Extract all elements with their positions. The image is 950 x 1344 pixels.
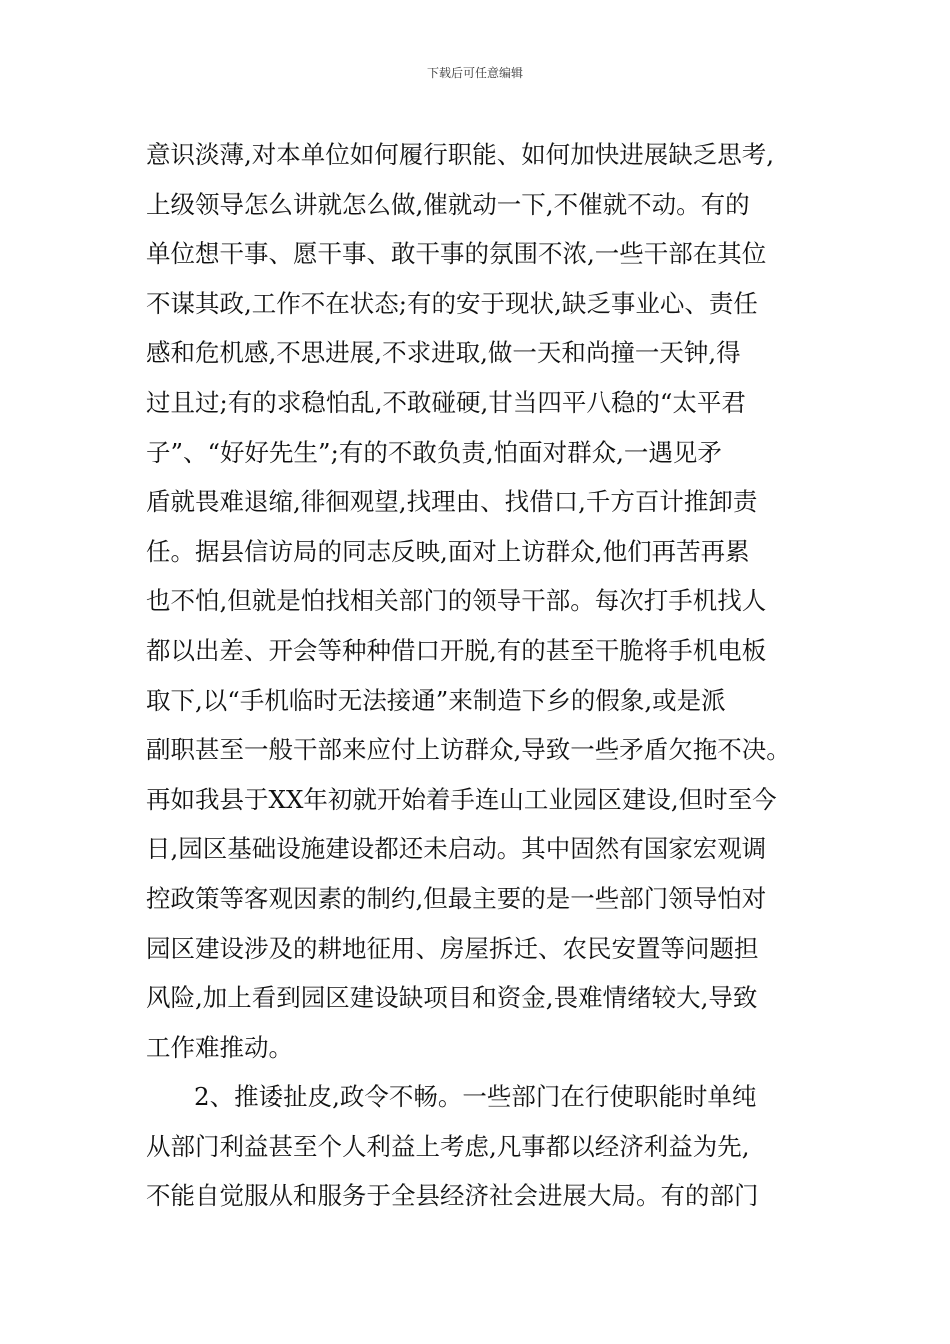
paragraph-start-line: 2、推诿扯皮,政令不畅。一些部门在行使职能时单纯	[194, 1082, 757, 1112]
text-line: 日,园区基础设施建设都还未启动。其中固然有国家宏观调	[146, 834, 767, 864]
text-line: 过且过;有的求稳怕乱,不敢碰硬,甘当四平八稳的“太平君	[146, 387, 746, 417]
text-line: 副职甚至一般干部来应付上访群众,导致一些矛盾欠拖不决。	[146, 735, 791, 765]
text-line: 工作难推动。	[146, 1032, 293, 1062]
text-line: 上级领导怎么讲就怎么做,催就动一下,不催就不动。有的	[146, 189, 750, 219]
text-line: 不能自觉服从和服务于全县经济社会进展大局。有的部门	[146, 1181, 759, 1211]
text-line: 控政策等客观因素的制约,但最主要的是一些部门领导怕对	[146, 883, 767, 913]
text-line: 不谋其政,工作不在状态;有的安于现状,缺乏事业心、责任	[146, 288, 758, 318]
text-line: 也不怕,但就是怕找相关部门的领导干部。每次打手机找人	[146, 586, 767, 616]
text-line: 任。据县信访局的同志反映,面对上访群众,他们再苦再累	[146, 536, 750, 566]
document-body	[146, 130, 816, 1221]
text-line: 从部门利益甚至个人利益上考虑,凡事都以经济利益为先,	[146, 1131, 750, 1161]
text-line: 都以出差、开会等种种借口开脱,有的甚至干脆将手机电板	[146, 635, 767, 665]
text-line: 取下,以“手机临时无法接通”来制造下乡的假象,或是派	[146, 685, 726, 715]
text-line: 再如我县于XX年初就开始着手连山工业园区建设,但时至今	[146, 784, 777, 814]
text-line: 风险,加上看到园区建设缺项目和资金,畏难情绪较大,导致	[146, 983, 758, 1013]
text-line: 子”、“好好先生”;有的不敢负责,怕面对群众,一遇见矛	[146, 437, 722, 467]
page-header: 下载后可任意编辑	[426, 66, 523, 80]
text-line: 意识淡薄,对本单位如何履行职能、如何加快进展缺乏思考,	[146, 140, 775, 169]
text-line: 园区建设涉及的耕地征用、房屋拆迁、农民安置等问题担	[146, 933, 759, 963]
text-line: 单位想干事、愿干事、敢干事的氛围不浓,一些干部在其位	[146, 239, 767, 269]
text-line: 盾就畏难退缩,徘徊观望,找理由、找借口,千方百计推卸责	[146, 487, 758, 517]
text-line: 感和危机感,不思进展,不求进取,做一天和尚撞一天钟,得	[146, 338, 741, 368]
